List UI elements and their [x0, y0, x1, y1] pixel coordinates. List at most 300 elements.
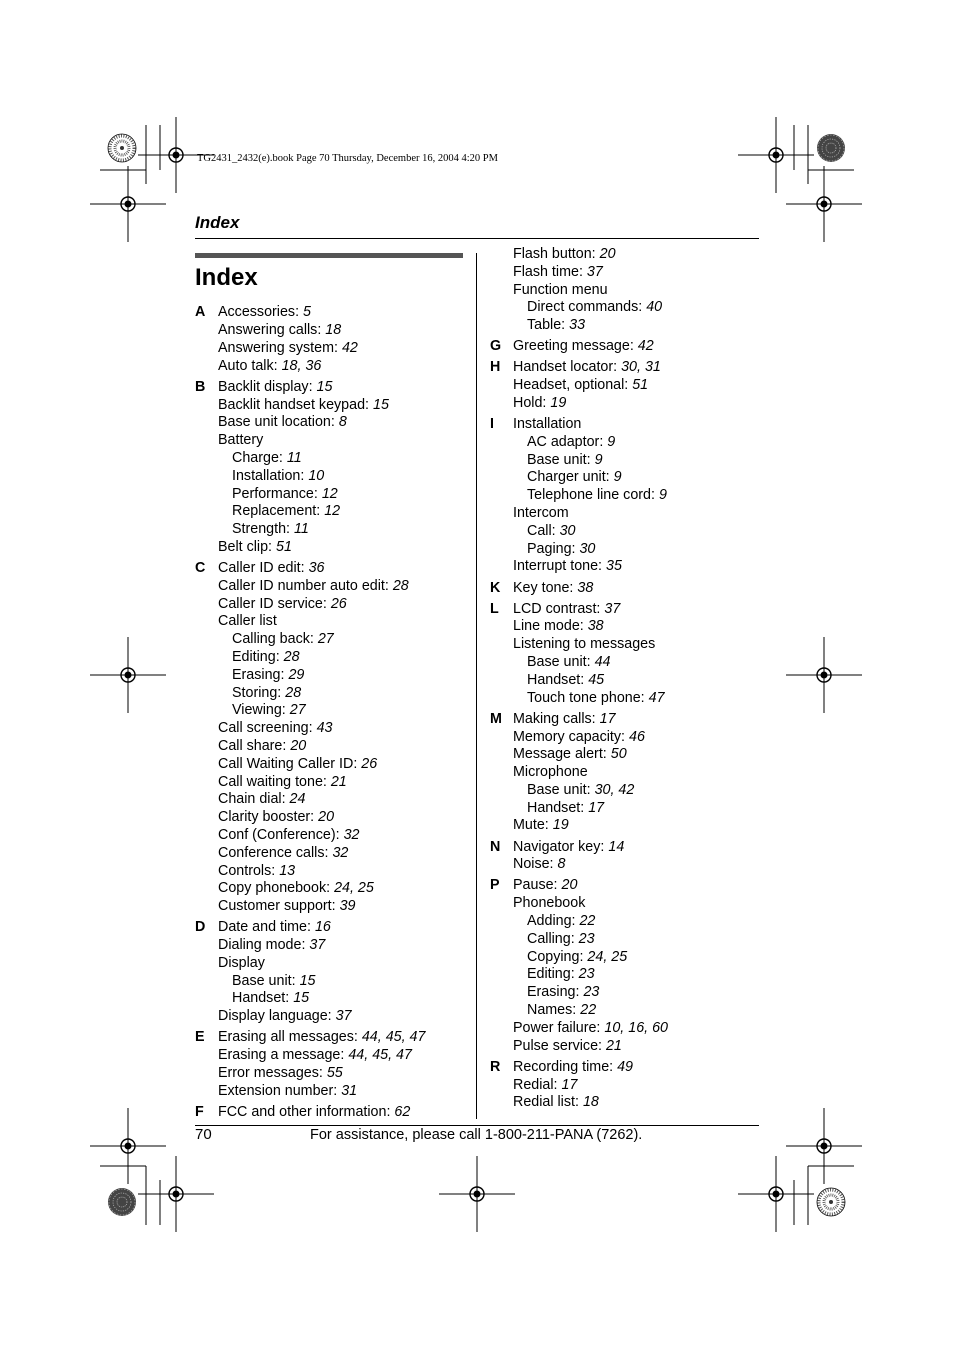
- letter-group: [490, 580, 668, 598]
- index-term: Redial:: [513, 1076, 558, 1093]
- index-term: Table:: [527, 317, 566, 334]
- index-term: Redial list:: [513, 1094, 579, 1111]
- index-term: Base unit:: [527, 781, 591, 798]
- page-reference: 24, 25: [587, 948, 628, 965]
- index-entry: [513, 601, 668, 619]
- index-entry: [513, 487, 668, 505]
- page-reference: 37: [586, 263, 603, 280]
- index-entry: [513, 782, 668, 800]
- index-entry: [513, 672, 668, 690]
- index-term: Handset:: [527, 799, 585, 816]
- index-term: Telephone line cord:: [527, 487, 655, 504]
- index-entry: [218, 304, 425, 322]
- page-reference: 19: [550, 394, 567, 411]
- index-entry: [513, 317, 668, 335]
- index-term: Charger unit:: [527, 469, 610, 486]
- index-term: Base unit location:: [218, 414, 335, 431]
- index-entry: [513, 434, 668, 452]
- index-term: Phonebook: [513, 895, 586, 912]
- letter-group: [490, 416, 668, 576]
- page-reference: 42: [341, 339, 358, 356]
- index-entry: [513, 469, 668, 487]
- index-term: Clarity booster:: [218, 809, 315, 826]
- page-reference: 9: [658, 487, 667, 504]
- section-letter: P: [490, 877, 500, 894]
- page-number: 70: [195, 1126, 212, 1143]
- index-entry: [218, 539, 425, 557]
- index-term: Replacement:: [232, 503, 321, 520]
- index-entry: [218, 340, 425, 358]
- index-term: Paging:: [527, 540, 576, 557]
- index-entry: [218, 578, 425, 596]
- title-bar: [195, 253, 463, 258]
- index-entry: [218, 720, 425, 738]
- page-reference: 11: [294, 521, 309, 538]
- index-entry: [218, 1104, 425, 1122]
- index-term: Backlit handset keypad:: [218, 396, 370, 413]
- page-reference: 37: [604, 600, 621, 617]
- page-reference: 30: [559, 522, 576, 539]
- letter-group: [490, 839, 668, 875]
- index-entry: [513, 505, 668, 523]
- index-term: Display language:: [218, 1008, 332, 1025]
- index-entry: [513, 966, 668, 984]
- index-term: Charge:: [232, 449, 283, 466]
- index-term: Calling back:: [232, 631, 314, 648]
- page-reference: 37: [335, 1008, 352, 1025]
- index-term: Noise:: [513, 856, 554, 873]
- page-reference: 20: [561, 877, 578, 894]
- page-reference: 32: [332, 844, 349, 861]
- index-entry: [513, 1094, 668, 1112]
- page-reference: 23: [578, 966, 595, 983]
- page-reference: 23: [583, 984, 600, 1001]
- page-reference: 24, 25: [334, 880, 374, 897]
- index-term: Base unit:: [527, 451, 591, 468]
- page-reference: 49: [617, 1058, 634, 1075]
- index-entry: [513, 1059, 668, 1077]
- print-header: TG2431_2432(e).book Page 70 Thursday, December 16, 2004 4:20 PM: [197, 153, 498, 164]
- page-reference: 51: [276, 538, 292, 555]
- page-reference: 27: [317, 631, 334, 648]
- page-reference: 28: [285, 684, 302, 701]
- index-entry: [218, 685, 425, 703]
- index-entry: [218, 358, 425, 376]
- section-letter: C: [195, 560, 206, 577]
- page-reference: 38: [577, 579, 594, 596]
- page-reference: 12: [321, 485, 338, 502]
- page-reference: 9: [594, 451, 603, 468]
- index-entry: [513, 877, 668, 895]
- page-reference: 21: [605, 1037, 622, 1054]
- section-letter: E: [195, 1029, 205, 1046]
- letter-group: [195, 1104, 425, 1122]
- index-term: Dialing mode:: [218, 937, 306, 954]
- page-reference: 39: [339, 898, 356, 915]
- index-term: Pulse service:: [513, 1037, 602, 1054]
- page-reference: 16: [314, 919, 331, 936]
- index-entry: [513, 452, 668, 470]
- index-term: Auto talk:: [218, 357, 278, 374]
- page-reference: 36: [308, 560, 325, 577]
- page-reference: 14: [608, 838, 625, 855]
- page-reference: 51: [632, 377, 649, 394]
- index-entry: [218, 397, 425, 415]
- running-header: Index: [195, 213, 240, 232]
- index-entry: [513, 1020, 668, 1038]
- index-entry: [513, 913, 668, 931]
- index-entry: [513, 856, 668, 874]
- section-letter: H: [490, 359, 501, 376]
- page-reference: 15: [299, 972, 316, 989]
- page-reference: 29: [288, 666, 305, 683]
- index-term: Conf (Conference):: [218, 827, 340, 843]
- index-entry: [218, 322, 425, 340]
- assistance-line: For assistance, please call 1-800-211-PANA (7262).: [310, 1127, 643, 1143]
- page-reference: 62: [394, 1103, 411, 1120]
- index-entry: [218, 756, 425, 774]
- index-term: Answering calls:: [218, 322, 322, 339]
- page-reference: 46: [629, 728, 645, 745]
- index-entry: [513, 949, 668, 967]
- page-reference: 5: [303, 304, 311, 321]
- index-term: Conference calls:: [218, 844, 329, 861]
- header-rule: [195, 238, 759, 239]
- index-term: Recording time:: [513, 1058, 614, 1075]
- index-entry: [513, 338, 668, 356]
- index-entry: [513, 282, 668, 300]
- index-entry: [513, 711, 668, 729]
- index-term: Backlit display:: [218, 378, 313, 395]
- index-term: Line mode:: [513, 618, 584, 635]
- page-reference: 12: [324, 503, 341, 520]
- index-term: Copying:: [527, 948, 584, 965]
- index-column-right: [490, 246, 668, 1112]
- index-term: Date and time:: [218, 919, 311, 936]
- index-entry: [218, 880, 425, 898]
- index-entry: [513, 264, 668, 282]
- index-entry: [513, 580, 668, 598]
- index-entry: [218, 521, 425, 539]
- page-reference: 15: [293, 990, 310, 1007]
- index-term: Calling:: [527, 930, 575, 947]
- footer-rule: [195, 1125, 759, 1126]
- index-term: Accessories:: [218, 304, 300, 321]
- index-entry: [513, 839, 668, 857]
- page-reference: 43: [316, 720, 333, 737]
- page-reference: 21: [330, 773, 347, 790]
- index-term: Error messages:: [218, 1064, 323, 1081]
- section-letter: F: [195, 1103, 204, 1120]
- page-reference: 19: [552, 817, 569, 834]
- index-entry: [218, 432, 425, 450]
- index-term: Erasing a message:: [218, 1047, 345, 1064]
- index-entry: [513, 984, 668, 1002]
- index-entry: [218, 955, 425, 973]
- index-term: Erasing:: [527, 984, 580, 1001]
- page-reference: 18: [582, 1094, 599, 1111]
- index-term: Adding:: [527, 913, 576, 930]
- index-entry: [513, 800, 668, 818]
- index-term: Touch tone phone:: [527, 689, 645, 706]
- index-term: Editing:: [527, 966, 575, 983]
- page-reference: 32: [343, 827, 360, 843]
- page-reference: 17: [561, 1076, 578, 1093]
- index-term: Flash button:: [513, 246, 596, 262]
- index-term: Base unit:: [232, 972, 296, 989]
- page-reference: 30: [579, 540, 596, 557]
- index-entry: [218, 379, 425, 397]
- index-entry: [218, 973, 425, 991]
- index-term: Call screening:: [218, 720, 313, 737]
- index-entry: [513, 895, 668, 913]
- page-reference: 28: [392, 577, 409, 594]
- letter-group: [490, 338, 668, 356]
- page-reference: 27: [289, 702, 306, 719]
- page-reference: 31: [341, 1082, 358, 1099]
- page-reference: 45: [588, 671, 605, 688]
- index-term: Intercom: [513, 505, 569, 522]
- page-reference: 44, 45, 47: [361, 1029, 426, 1046]
- index-term: Viewing:: [232, 702, 286, 719]
- letter-group: [490, 877, 668, 1055]
- index-entry: [218, 702, 425, 720]
- section-letter: D: [195, 919, 206, 936]
- letter-group: [195, 919, 425, 1026]
- page-reference: 22: [579, 913, 596, 930]
- index-term: Handset:: [232, 990, 290, 1007]
- index-entry: [513, 558, 668, 576]
- page-reference: 18, 36: [281, 357, 322, 374]
- index-term: Caller list: [218, 613, 277, 630]
- index-entry: [513, 690, 668, 708]
- index-entry: [218, 990, 425, 1008]
- index-entry: [513, 764, 668, 782]
- index-entry: [513, 1038, 668, 1056]
- page-reference: 47: [648, 689, 665, 706]
- index-term: Base unit:: [527, 654, 591, 671]
- index-entry: [218, 649, 425, 667]
- index-term: Extension number:: [218, 1082, 338, 1099]
- page-reference: 37: [309, 937, 326, 954]
- page-reference: 20: [599, 246, 616, 262]
- page-reference: 18: [325, 322, 342, 339]
- letter-group: [490, 601, 668, 708]
- page-reference: 40: [646, 299, 663, 316]
- index-term: Call Waiting Caller ID:: [218, 755, 358, 772]
- index-term: Call share:: [218, 738, 287, 755]
- index-term: Strength:: [232, 521, 291, 538]
- index-entry: [218, 774, 425, 792]
- index-term: Belt clip:: [218, 538, 273, 555]
- page-reference: 8: [338, 414, 347, 431]
- index-term: Caller ID service:: [218, 595, 327, 612]
- index-entry: [218, 1065, 425, 1083]
- index-entry: [513, 817, 668, 835]
- page-reference: 26: [361, 755, 378, 772]
- index-entry: [513, 746, 668, 764]
- index-term: Flash time:: [513, 263, 583, 280]
- page-reference: 28: [283, 649, 300, 666]
- page-reference: 20: [290, 738, 307, 755]
- index-entry: [218, 1083, 425, 1101]
- index-entry: [513, 377, 668, 395]
- page-reference: 9: [613, 469, 622, 486]
- index-term: Microphone: [513, 764, 588, 781]
- index-term: Handset:: [527, 671, 585, 688]
- index-entry: [513, 729, 668, 747]
- letter-group: [490, 711, 668, 836]
- page-reference: 44, 45, 47: [348, 1047, 412, 1064]
- page-reference: 38: [587, 618, 604, 635]
- index-term: Caller ID number auto edit:: [218, 577, 389, 594]
- index-entry: [218, 560, 425, 578]
- index-term: Erasing all messages:: [218, 1029, 358, 1046]
- index-entry: [513, 654, 668, 672]
- section-letter: B: [195, 378, 206, 395]
- index-term: Function menu: [513, 281, 608, 298]
- index-entry: [218, 827, 425, 845]
- index-term: Hold:: [513, 394, 547, 411]
- letter-group: [195, 379, 425, 557]
- page-reference: 10: [308, 467, 325, 484]
- index-entry: [218, 809, 425, 827]
- index-entry: [218, 613, 425, 631]
- section-letter: R: [490, 1058, 501, 1075]
- index-term: Performance:: [232, 485, 318, 502]
- index-term: Mute:: [513, 817, 549, 834]
- page-reference: 11: [286, 449, 302, 466]
- index-term: Greeting message:: [513, 338, 634, 355]
- index-term: Power failure:: [513, 1019, 601, 1036]
- index-term: Installation:: [232, 467, 305, 484]
- index-term: Call:: [527, 522, 556, 539]
- index-term: Interrupt tone:: [513, 558, 603, 575]
- column-divider: [476, 253, 477, 1119]
- page-reference: 42: [637, 338, 654, 355]
- index-entry: [513, 636, 668, 654]
- index-term: Answering system:: [218, 339, 338, 356]
- index-term: Caller ID edit:: [218, 560, 305, 577]
- index-entry: [513, 541, 668, 559]
- index-entry: [218, 845, 425, 863]
- index-entry: [218, 503, 425, 521]
- index-term: Erasing:: [232, 666, 285, 683]
- letter-group: [490, 359, 668, 412]
- index-entry: [218, 1029, 425, 1047]
- page-reference: 44: [594, 654, 611, 671]
- section-letter: L: [490, 600, 499, 617]
- page-reference: 17: [588, 799, 605, 816]
- index-term: Headset, optional:: [513, 377, 629, 394]
- index-entry: [513, 931, 668, 949]
- section-letter: A: [195, 304, 206, 321]
- index-entry: [218, 1047, 425, 1065]
- index-term: Display: [218, 954, 265, 971]
- page-reference: 17: [599, 710, 616, 727]
- index-term: Chain dial:: [218, 791, 286, 808]
- index-entry: [513, 299, 668, 317]
- page-reference: 13: [279, 862, 296, 879]
- page-reference: 50: [610, 746, 627, 763]
- page-reference: 22: [580, 1002, 597, 1019]
- letter-group: [195, 1029, 425, 1100]
- index-term: Battery: [218, 432, 264, 449]
- index-entry: [513, 246, 668, 264]
- page-reference: 33: [569, 317, 586, 334]
- index-term: Pause:: [513, 877, 558, 894]
- index-entry: [218, 1008, 425, 1026]
- index-entry: [513, 359, 668, 377]
- index-term: Direct commands:: [527, 299, 643, 316]
- page-reference: 15: [316, 378, 333, 395]
- section-letter: N: [490, 838, 501, 855]
- index-term: Navigator key:: [513, 838, 605, 855]
- index-entry: [218, 631, 425, 649]
- section-letter: K: [490, 579, 501, 596]
- page-reference: 26: [330, 595, 347, 612]
- index-entry: [218, 738, 425, 756]
- index-entry: [218, 414, 425, 432]
- index-term: Controls:: [218, 862, 276, 879]
- index-term: LCD contrast:: [513, 600, 601, 617]
- index-entry: [218, 486, 425, 504]
- letter-group: [195, 304, 425, 375]
- index-entry: [218, 468, 425, 486]
- index-term: Copy phonebook:: [218, 880, 331, 897]
- index-term: Key tone:: [513, 579, 574, 596]
- index-entry: [513, 618, 668, 636]
- index-term: Handset locator:: [513, 359, 618, 376]
- index-entry: [218, 450, 425, 468]
- index-term: Listening to messages: [513, 636, 656, 653]
- index-entry: [218, 937, 425, 955]
- index-entry: [513, 523, 668, 541]
- page-reference: 10, 16, 60: [604, 1019, 669, 1036]
- index-term: Message alert:: [513, 746, 607, 763]
- page-reference: 24: [289, 791, 306, 808]
- index-entry: [513, 1002, 668, 1020]
- index-entry: [218, 919, 425, 937]
- page-reference: 35: [606, 558, 622, 575]
- index-term: Memory capacity:: [513, 728, 626, 745]
- index-entry: [513, 416, 668, 434]
- section-letter: G: [490, 338, 502, 355]
- index-term: Names:: [527, 1002, 577, 1019]
- index-entry: [218, 791, 425, 809]
- page-reference: 23: [578, 930, 595, 947]
- index-entry: [218, 596, 425, 614]
- section-letter: M: [490, 710, 502, 727]
- index-term: Storing:: [232, 684, 282, 701]
- letter-group: [490, 1059, 668, 1112]
- page-reference: 30, 42: [594, 781, 635, 798]
- index-entry: [513, 395, 668, 413]
- page-reference: 15: [373, 396, 389, 413]
- continuation-group: [490, 246, 668, 335]
- page-reference: 20: [318, 809, 335, 826]
- index-column-left: [195, 301, 425, 1122]
- page-reference: 8: [557, 856, 566, 873]
- section-letter: I: [490, 416, 494, 433]
- index-term: Customer support:: [218, 898, 336, 915]
- index-term: AC adaptor:: [527, 433, 604, 450]
- index-entry: [218, 863, 425, 881]
- index-entry: [218, 898, 425, 916]
- index-entry: [513, 1077, 668, 1095]
- index-term: Making calls:: [513, 710, 596, 727]
- index-term: FCC and other information:: [218, 1103, 391, 1120]
